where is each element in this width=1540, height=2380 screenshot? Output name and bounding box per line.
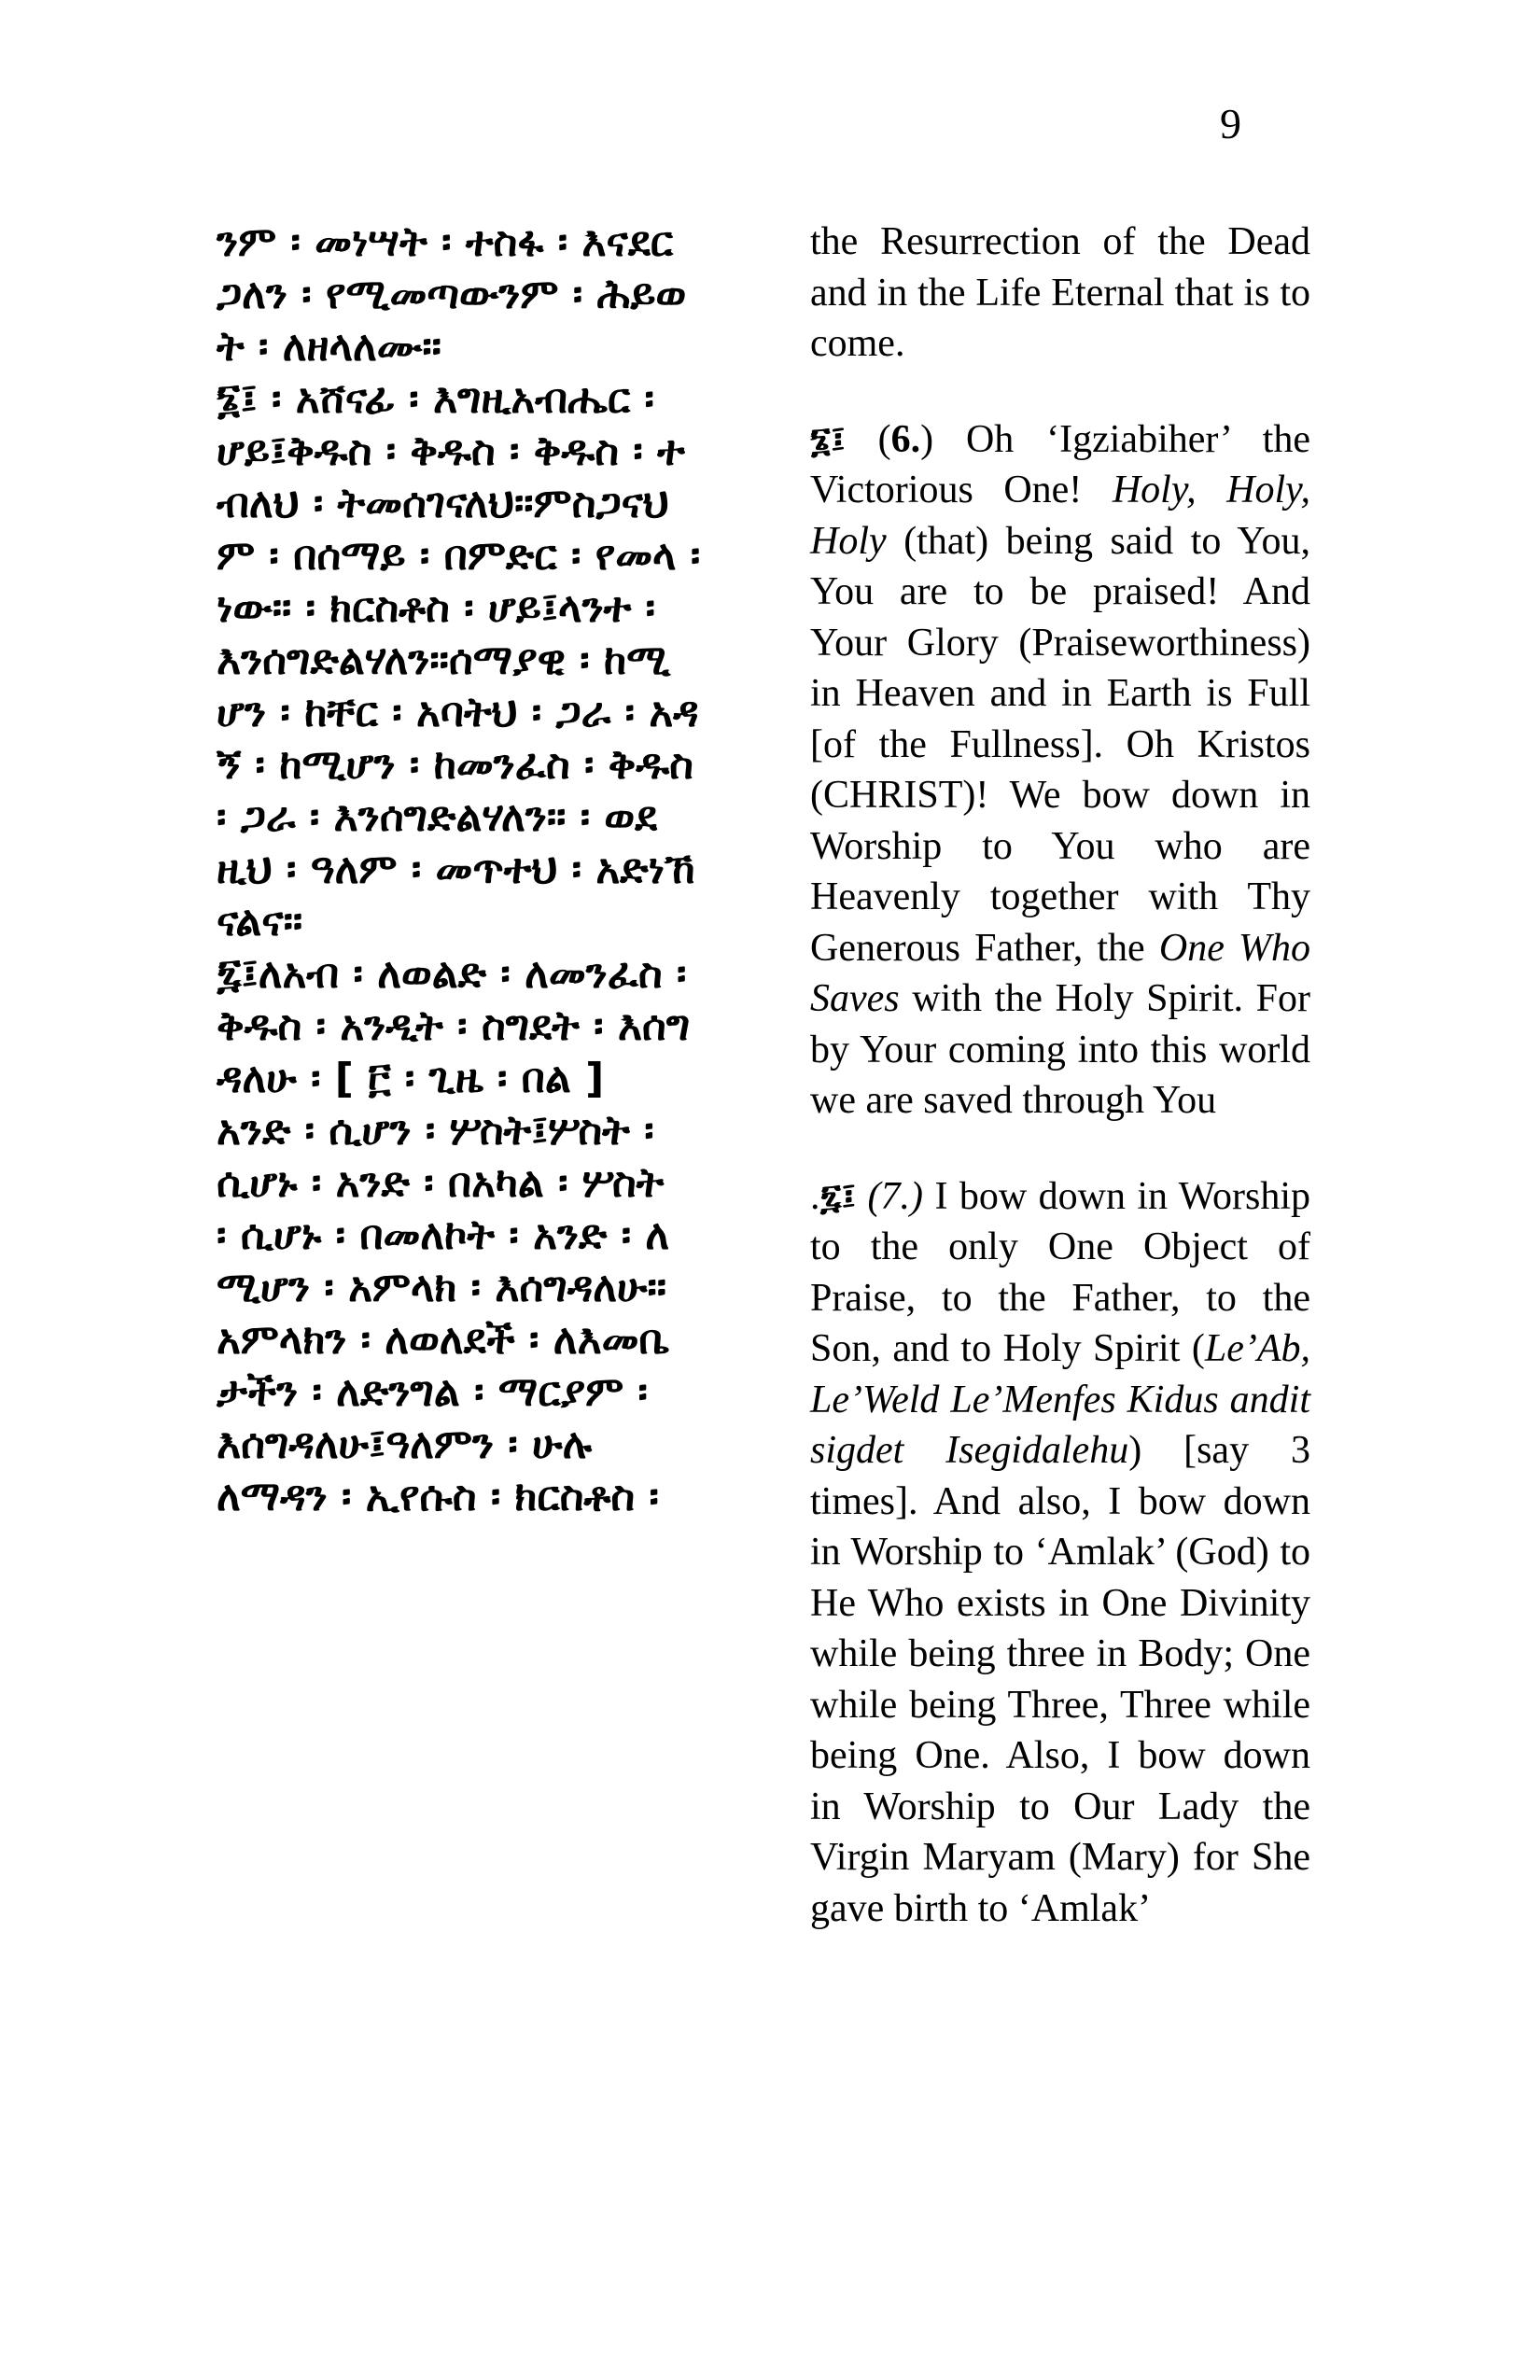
geez-line: ቅዱስ ፡ አንዲት ፡ ስግደት ፡ እሰግ xyxy=(217,1002,691,1050)
page-number: 9 xyxy=(1220,100,1241,147)
verse-number: (7.) xyxy=(856,1174,924,1218)
verse-number: 6. xyxy=(890,417,921,461)
geez-line: ብለህ ፡ ትመሰገናለህ።ምስጋናህ xyxy=(217,480,669,527)
geez-line: ሆን ፡ ከቸር ፡ አባትህ ፡ ጋራ ፡ አዳ xyxy=(217,689,699,736)
geez-line: ሲሆኑ ፡ አንድ ፡ በአካል ፡ ሦስት xyxy=(217,1159,665,1207)
leading-dot: . xyxy=(810,1174,820,1218)
text: ( xyxy=(845,417,891,461)
text: (that) being said to You, You are to be praised! And Your Glory (Praiseworthiness) in Heaven and in Earth is Full [of the Fullness]. Oh Kristos (CHRIST)! We bow down in Worship to You who are Heavenly together with Thy Generous Father, the xyxy=(810,519,1310,970)
geez-line: ኝ ፡ ከሚሆን ፡ ከመንፈስ ፡ ቅዱስ xyxy=(217,741,693,789)
geez-line: ፡ ሲሆኑ ፡ በመለኮት ፡ አንድ ፡ ለ xyxy=(217,1211,670,1259)
geez-verse-number: ፯፤ xyxy=(819,1175,857,1217)
geez-line: ናልና። xyxy=(217,898,303,945)
geez-line: እንሰግድልሃለን።ሰማያዊ ፡ ከሚ xyxy=(217,637,671,684)
geez-line: ፮፤ ፡ አሸናፊ ፡ እግዚአብሔር ፡ xyxy=(217,375,654,423)
geez-line: ሚሆን ፡ አምላክ ፡ እሰግዳለሁ። xyxy=(217,1264,667,1311)
paragraph-7 xyxy=(810,1171,1310,1935)
geez-line: ም ፡ በሰማይ ፡ በምድር ፡ የመላ ፡ xyxy=(217,532,701,580)
geez-line: እሰግዳለሁ፤ዓለምን ፡ ሁሉ xyxy=(217,1421,593,1468)
text: ) Oh ‘Igziabiher’ the Victorious One! xyxy=(810,417,1310,511)
geez-line: ሆይ፤ቅዱስ ፡ ቅዱስ ፡ ቅዱስ ፡ ተ xyxy=(217,427,685,475)
geez-line: ዳለሁ ፡ [ ፫ ፡ ጊዜ ፡ በል ] xyxy=(217,1055,605,1102)
geez-line: ጋለን ፡ የሚመጣውንም ፡ ሕይወ xyxy=(217,271,687,318)
geez-line: ንም ፡ መነሣት ፡ ተስፋ ፡ እናደር xyxy=(217,218,674,266)
geez-line: ነው። ፡ ክርስቶስ ፡ ሆይ፤ላንተ ፡ xyxy=(217,584,656,632)
italic-transliteration: Le’Ab, Le’Weld Le’Menfes Kidus andit sigdet Isegidalehu xyxy=(810,1327,1310,1472)
geez-line: ለማዳን ፡ ኢየሱስ ፡ ክርስቶስ ፡ xyxy=(217,1473,659,1520)
geez-line: አምላክን ፡ ለወለደች ፡ ለእመቤ xyxy=(217,1316,670,1364)
text: ) [say 3 times]. And also, I bow down in Worship to ‘Amlak’ (God) to He Who exists in One Divinity while being three in Body; One while being Three, Three while being One. Also, I bow down in Worship to Our Lady the Virgin Maryam (Mary) for She gave birth to ‘Amlak’ xyxy=(810,1429,1310,1930)
geez-line: ዚህ ፡ ዓለም ፡ መጥተህ ፡ አድነኸ xyxy=(217,846,695,893)
italic-one-who-saves: One Who Saves xyxy=(810,926,1310,1020)
geez-line: ት ፡ ለዘላለሙ። xyxy=(217,323,441,371)
paragraph-resurrection: the Resurrection of the Dead and in the Life Eternal that is to come. xyxy=(810,220,1310,365)
geez-line: ፯፤ለአብ ፡ ለወልድ ፡ ለመንፈስ ፡ xyxy=(217,950,687,998)
geez-line: ታችን ፡ ለድንግል ፡ ማርያም ፡ xyxy=(217,1368,648,1416)
paragraph-6 xyxy=(810,414,1310,1127)
text: I bow down in Worship to the only One Object of Praise, to the Father, to the Son, and to Holy Spirit ( xyxy=(810,1174,1310,1370)
geez-verse-number: ፮፤ xyxy=(810,418,846,460)
geez-line: ፡ ጋራ ፡ እንሰግድልሃለን። ፡ ወደ xyxy=(217,793,658,841)
geez-column xyxy=(217,217,777,1523)
text: with the Holy Spirit. For by Your coming into this world we are saved through You xyxy=(810,977,1310,1122)
english-column xyxy=(810,217,1310,1979)
geez-line: አንድ ፡ ሲሆን ፡ ሦስት፤ሦስት ፡ xyxy=(217,1107,654,1155)
italic-holy: Holy, Holy, Holy xyxy=(810,469,1310,563)
